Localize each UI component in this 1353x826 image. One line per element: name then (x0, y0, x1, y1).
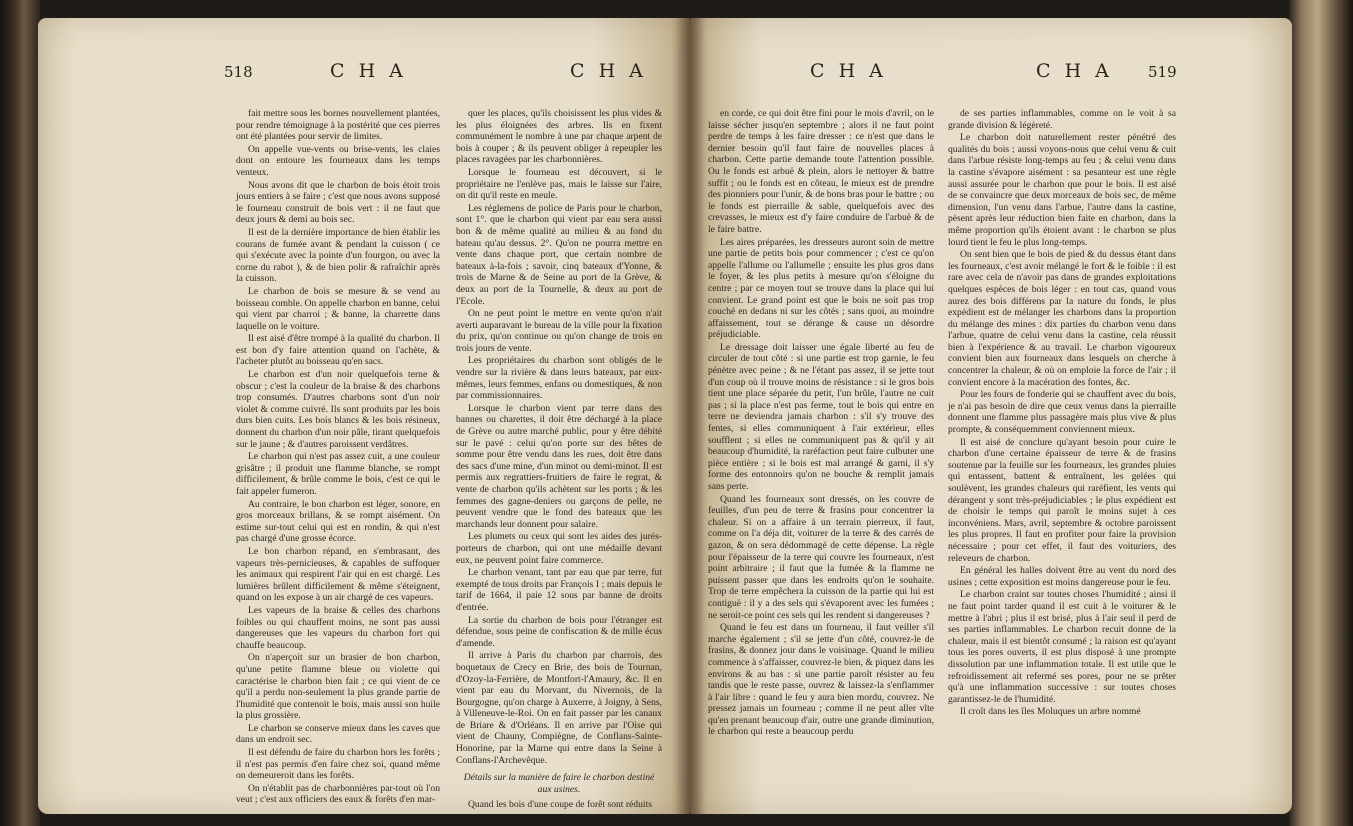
paragraph: Il est défendu de faire du charbon hors les forêts ; il n'est pas permis d'en faire chez soi, quand même on demeureroit dans les forêts. (236, 747, 440, 782)
left-page-header (38, 60, 690, 96)
paragraph: Il est aisé de conclure qu'ayant besoin pour cuire le charbon d'une certaine épaisseur de terre & de frasins soutenue par la feuille sur les fourneaux, les grandes pluies qui entassent, battent & entraînent, les gelées qui soulèvent, les grandes chaleurs qui raréfient, les vents qui dérangent y sont très-préjudiciables ; le plus expédient est de choisir le temps qui paroît le moins sujet à ces inconvéniens. Mars, avril, septembre & octobre paroissent les plus propres. Il faut en profiter pour faire la provision nécessaire ; pour cet effet, il faut des voituriers, des releveurs de charbon. (948, 436, 1176, 564)
paragraph: Pour les fours de fonderie qui se chauffent avec du bois, je n'ai pas besoin de dire que ceux venus dans la pierraille donnent une flamme plus passagère mais plus vive & plus prompte, & conséquemment conviennent mieux. (948, 389, 1176, 436)
left-running-head-1: C H A (330, 60, 407, 82)
paragraph: Il est de la dernière importance de bien établir les courans de fumée avant & pendant la cuisson ( ce qui s'exécute avec la pointe d'un fourgon, ou avec la corne du rabot ), & de bien polir & rafraîchir après la cuisson. (236, 226, 440, 285)
paragraph: Le charbon se conserve mieux dans les caves que dans un endroit sec. (236, 722, 440, 746)
paragraph: La sortie du charbon de bois pour l'étranger est défendue, sous peine de confiscation & de mille écus d'amende. (456, 614, 662, 649)
paragraph: Les plumets ou ceux qui sont les aides des jurés-porteurs de charbon, qui ont une médaille devant eux, ne peuvent point faire commerce. (456, 531, 662, 566)
paragraph: Les propriétaires du charbon sont obligés de le vendre sur la rivière & dans leurs bateaux, par eux-mêmes, leurs femmes, enfans ou domestiques, & non par commissionnaires. (456, 355, 662, 402)
left-running-head-2: C H A (570, 60, 647, 82)
left-column-2 (456, 108, 662, 811)
right-page-header (690, 60, 1292, 96)
book-page-edges-right (1289, 0, 1353, 826)
paragraph: quer les places, qu'ils choisissent les plus vides & les plus éloignées des arbres. Ils en fixent communément le nombre à une par chaque arpent de bois à couper ; & ils peuvent obliger à repeupler les places ravagées par les charbonnières. (456, 108, 662, 166)
paragraph: Le charbon est d'un noir quelquefois terne & obscur ; c'est la couleur de la braise & des charbons trop consumés. D'autres charbons sont d'un noir violet & comme cuivré. Ils sont produits par les bois durs bien cuits. Les bois blancs & les bois résineux, donnent du charbon d'un noir pâle, tirant quelquefois sur le jaune ; & d'autres paroissent verdâtres. (236, 369, 440, 450)
paragraph: Le charbon de bois se mesure & se vend au boisseau comble. On appelle charbon en banne, celui qui vient par charroi ; & banne, la charrette dans laquelle on le voiture. (236, 285, 440, 332)
paragraph: Lorsque le charbon vient par terre dans des bannes ou charettes, il doit être déchargé à la place de Grève ou autre marché public, pour y être débité sur le pavé : celui qu'on porte sur des bêtes de somme pour être vendu dans les rues, doit être dans des sacs d'une mine, d'un minot ou demi-minot. Il est permis aux regrattiers-fruitiers de faire le regrat, & vente de charbon qu'ils achètent sur les ports ; & les femmes des gagne-deniers ou garçons de pelle, ne peuvent vendre que le fond des bateaux que les marchands leur donnent pour salaire. (456, 402, 662, 530)
paragraph: Nous avons dit que le charbon de bois étoit trois jours entiers à se faire ; c'est que nous avons supposé le fourneau construit de bois vert : il ne faut que deux jours & demi au bois sec. (236, 179, 440, 226)
paragraph: Les aires préparées, les dresseurs auront soin de mettre une partie de petits bois pour commencer ; c'est ce qu'on appelle l'allume ou l'allumelle ; ensuite les plus gros dans le foyer, & les plus petits à mesure qu'on s'éloigne du centre ; par ce moyen tout se trouve dans la place qui lui convient. Le grand point est que le bois ne soit pas trop couché en dedans ni sur les côtés ; sans quoi, au moindre affaissement, tout se dérange & cause un désordre préjudiciable. (708, 236, 934, 341)
paragraph: Au contraire, le bon charbon est léger, sonore, en gros morceaux brillans, & se rompt aisément. On estime sur-tout celui qui est en rondin, & qui n'est pas chargé d'une grosse écorce. (236, 498, 440, 545)
left-column-1 (236, 108, 440, 806)
right-column-1 (708, 108, 934, 778)
paragraph: Il croît dans les îles Moluques un arbre nommé (960, 706, 1141, 718)
right-running-head-2: C H A (1036, 60, 1113, 82)
left-page-number: 518 (224, 63, 253, 81)
paragraph: Quand le feu est dans un fourneau, il faut veiller s'il marche également ; s'il se jette d'un côté, couvrez-le de frasins, & donnez jour dans le voisinage. Quand le milieu commence à s'affaisser, couvrez-le bien, & piquez dans les environs & au bas : si une partie paroît résister au feu tandis que le reste passe, ouvrez & laissez-la s'enflammer à l'air libre : quand le feu y aura bien mordu, couvrez. Ne pressez jamais un fourneau ; comme il ne peut aller vîte qu'en prenant beaucoup d'air, outre une grande diminution, le charbon qui reste a beaucoup perdu (708, 622, 934, 738)
paragraph: Il arrive à Paris du charbon par charrois, des boquetaux de Crecy en Brie, des bois de Tournan, d'Ozoy-la-Ferrière, de Montfort-l'Amaury, &c. Il en vient par eau du Morvant, du Nivernois, de la Bourgogne, qu'on charge à Auxerre, à Joigny, à Sens, à Villeneuve-le-Roi. On en fait passer par les canaux de Briare & d'Orléans. Il en arrive par l'Oise qui vient de Chauny, Compiègne, de Conflans-Sainte-Honorine, par la Marne qui entre dans la Seine à Conflans-l'Archevêque. (456, 650, 662, 766)
paragraph: Le dressage doit laisser une égale liberté au feu de circuler de tout côté : si une partie est trop garnie, le feu pénètre avec peine ; & ne l'étant pas assez, il se jette tout d'un coup où il trouve moins de résistance : si le gros bois tient une place séparée du petit, l'un brûle, l'autre ne cuit pas ; si la place n'est pas ferme, tout le bois qui entre en terre ne deviendra jamais charbon : s'il s'y trouve des fentes, si elles communiquent à l'air extérieur, elles soufflent ; si elles ne communiquent pas & qu'il y ait beaucoup d'humidité, la raréfaction peut faire culbuter une pièce entière ; si le bois est mal arrangé & garni, il s'y forme des entonnoirs qu'on ne bouche & remplit jamais sans perte. (708, 341, 934, 492)
paragraph: de ses parties inflammables, comme on le voit à sa grande division & légèreté. (948, 108, 1176, 131)
paragraph: On n'établit pas de charbonnières par-tout où l'on veut ; c'est aux officiers des eaux & forêts d'en mar- (236, 782, 440, 806)
paragraph: Quand les fourneaux sont dressés, on les couvre de feuilles, d'un peu de terre & frasins pour concentrer la chaleur. Si on a affaire à un terrain pierreux, il faut, comme on l'a déja dit, voiturer de la terre & des carrés de gazon, & on sera dédommagé de cette dépense. La règle pour l'épaisseur de la terre qui couvre les fourneaux, n'est point arbitraire ; il faut que la fumée & la flamme ne puissent passer que dans les endroits qu'on le souhaite. Trop de terre empêchera la cuisson de la partie qui lui est contiguë : il y a des sels qui s'évaporent avec les fumées ; ne seroit-ce point ces sels qui les rendent si dangereuses ? (708, 493, 934, 621)
left-column-2-tail: Quand les bois d'une coupe de forêt sont réduits (468, 799, 652, 811)
paragraph: Il est aisé d'être trompé à la qualité du charbon. Il est bon d'y faire attention quand on l'achète, & l'acheter plutôt au boisseau qu'en sacs. (236, 333, 440, 368)
left-page (38, 18, 690, 814)
paragraph: On n'aperçoit sur un brasier de bon charbon, qu'une petite flamme bleue ou violette qui caractérise le charbon bien fait ; ce qui vient de ce qu'il a perdu non-seulement la plus grande partie de l'humidité que contenoit le bois, mais aussi son huile la plus grossière. (236, 652, 440, 722)
right-running-head-1: C H A (810, 60, 887, 82)
paragraph: Lorsque le fourneau est découvert, si le propriétaire ne l'enlève pas, mais le laisse sur l'aire, on dit qu'il reste en meule. (456, 166, 662, 202)
paragraph: On appelle vue-vents ou brise-vents, les claies dont on entoure les fourneaux dans les temps venteux. (236, 143, 440, 178)
paragraph: Le charbon doit naturellement rester pénétré des qualités du bois ; aussi voyons-nous que celui venu & cuit dans l'arbue résiste long-temps au feu ; & celui venu dans la castine s'évapore aisément : sa pesanteur est une règle aussi assurée pour le charbon que pour le bois. Il est aisé de se convaincre que deux morceaux de bois sec, de même dimension, l'un venu dans l'arbue, l'autre dans la castine, pèsent après leur réduction bien faite en charbon, dans la même proportion qu'ils étoient avant : le charbon se plus lourd tient le feu le plus long-temps. (948, 132, 1176, 248)
paragraph: On sent bien que le bois de pied & du dessus étant dans les fourneaux, c'est avoir mélangé le fort & le foible : il est rare avec cela de n'avoir pas dans de grandes exploitations quelques espèces de bois léger : en tout cas, quand vous aurez des bois différens par la nature du fonds, le plus expédient est de mélanger les charbons dans la proportion du mélange des mines : dix parties du charbon venu dans l'arbue, quatre de celui venu dans la castine, cela réussit bien à l'expérience & au travail. Le charbon vigoureux convient bien aux fourneaux dans lesquels on cherche à concentrer la chaleur, & où on emploie la force de l'air ; il convient encore à la macération des fontes, &c. (948, 249, 1176, 388)
paragraph: On ne peut point le mettre en vente qu'on n'ait averti auparavant le bureau de la ville pour la fixation du prix, qu'on continue ou qu'on change de trois en trois jours de vente. (456, 308, 662, 354)
left-column-2-body (456, 108, 662, 766)
paragraph: fait mettre sous les bornes nouvellement plantées, pour rendre témoignage à la postérité que ces pierres ont été plantées pour servir de limites. (236, 108, 440, 143)
book-cover-edge-left (0, 0, 40, 826)
right-page (690, 18, 1292, 814)
paragraph: En général les halles doivent être au vent du nord des usines ; cette exposition est moins dangereuse pour le feu. (948, 565, 1176, 588)
right-page-number: 519 (1148, 63, 1177, 81)
paragraph: Les vapeurs de la braise & celles des charbons foibles ou qui chauffent moins, ne sont pas aussi dangereuses que les vapeurs du charbon fort qui chauffe beaucoup. (236, 604, 440, 651)
paragraph: en corde, ce qui doit être fini pour le mois d'avril, on le laisse sécher jusqu'en septembre ; alors il ne faut point perdre de temps à les faire dresser : ce n'est que dans le dernier besoin qu'il faut faire de nouvelles places à charbon. Cette partie demande toute l'attention possible. Ou le fonds est arbuë & plein, alors le nettoyer & battre suffit ; ou le fonds est en côteau, le mieux est de prendre des pionniers pour l'unir, & de bons bras pour le battre ; ou le fonds est pierraille & sable, quelquefois avec des crevasses, le mieux est d'y faire conduire de l'arbuë & de le faire battre. (708, 108, 934, 235)
left-subhead: Détails sur la manière de faire le charbon destiné aux usines. (463, 772, 655, 795)
paragraph: Les réglemens de police de Paris pour le charbon, sont 1°. que le charbon qui vient par eau sera aussi bon & de même qualité au milieu & au fond du bateau qu'au dessus. 2°. Qu'on ne pourra mettre en vente dans chaque port, que certain nombre de bateaux à-la-fois ; savoir, cinq bateaux d'Yonne, & trois de Marne & de Seine au port de la Grève, & deux au port de la Tournelle, & deux au port de l'Ecole. (456, 202, 662, 307)
paragraph: Le charbon craint sur toutes choses l'humidité ; ainsi il ne faut point tarder quand il est cuit à le voiturer & le mettre à l'abri ; plus il est brisé, plus à l'air seul il perd de ses parties inflammables. Le charbon recuit donne de la chaleur, mais il est bientôt consumé ; la raison est qu'ayant tous les pores ouverts, il est plus disposé à une prompte dissolution par une inflammation totale. Il est utile que le refroidissement ait refermé ses pores, pour ne se prêter qu'à une inflammation successive : sur toutes choses garantissez-le de l'humidité. (948, 589, 1176, 705)
paragraph: Le charbon qui n'est pas assez cuit, a une couleur grisâtre ; il produit une flamme blanche, se rompt difficilement, & brûle comme le bois, c'est ce qui le fait appeler fumeron. (236, 451, 440, 497)
paragraph: Le charbon venant, tant par eau que par terre, fut exempté de tous droits par François I ; mais depuis le tarif de 1664, il paie 12 sous par banne de droits d'entrée. (456, 567, 662, 613)
paragraph: Le bon charbon répand, en s'embrasant, des vapeurs très-pernicieuses, & capables de suffoquer les animaux qui respirent l'air qui en est chargé. Les lumières brûlent difficilement & même s'éteignent, quand on les expose à un air chargé de ces vapeurs. (236, 545, 440, 604)
right-column-2 (948, 108, 1176, 778)
